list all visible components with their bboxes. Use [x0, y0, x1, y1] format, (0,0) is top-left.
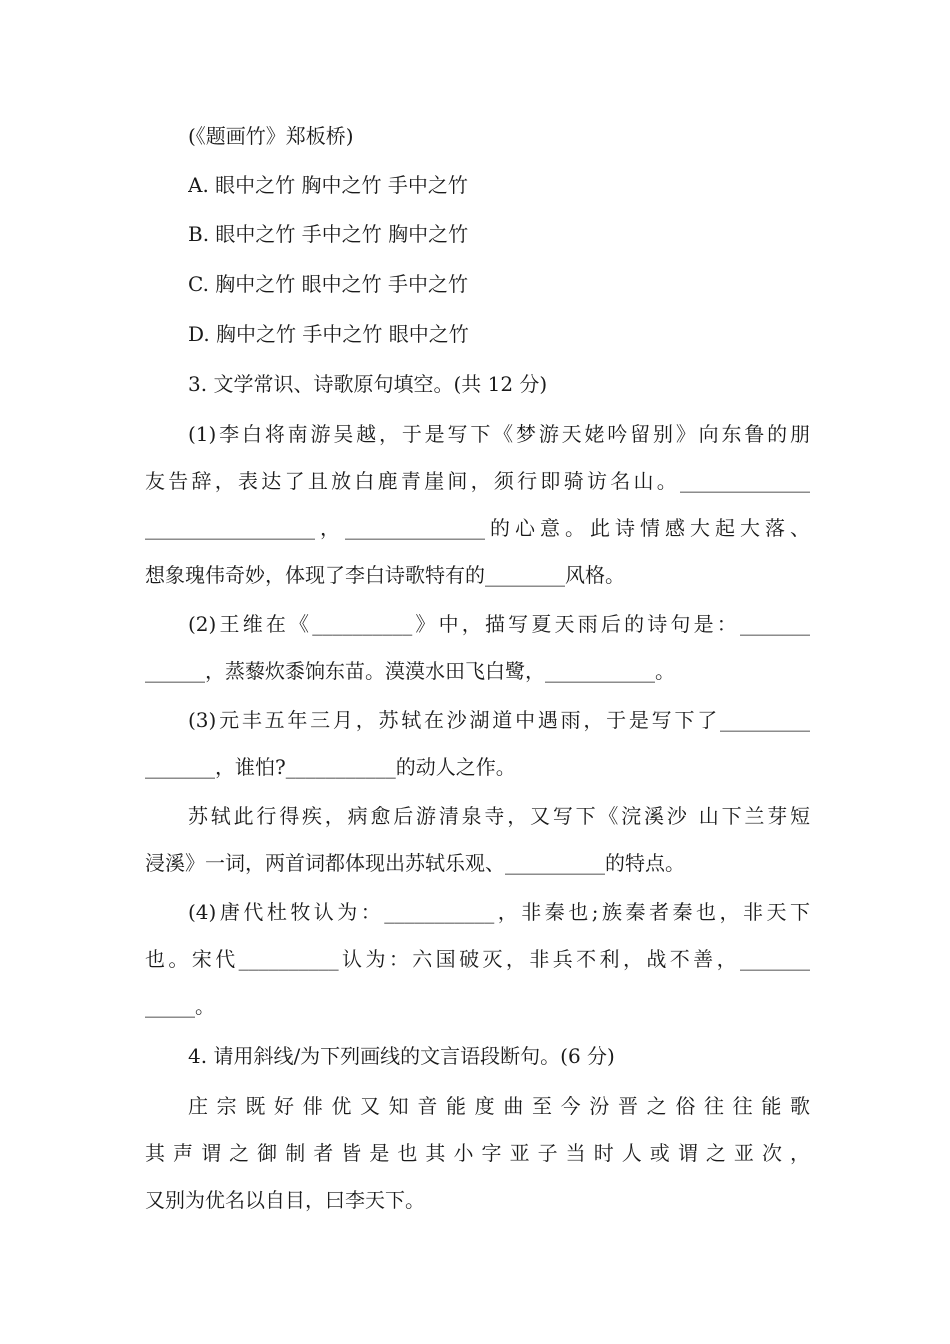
- q3-2-line-1: (2)王维在《__________》中，描写夏天雨后的诗句是：_______: [188, 612, 810, 636]
- q3-1-line-3: _________________，______________的心意。此诗情感大起大落、: [145, 516, 810, 540]
- q3-3-line-1: (3)元丰五年三月，苏轼在沙湖道中遇雨，于是写下了_________: [188, 708, 810, 732]
- option-c: C. 胸中之竹 眼中之竹 手中之竹: [188, 272, 469, 296]
- q3-1-line-1: (1)李白将南游吴越，于是写下《梦游天姥吟留别》向东鲁的朋: [188, 422, 810, 446]
- q3-4-line-2: 也。宋代__________认为：六国破灭，非兵不利，战不善，_______: [145, 947, 810, 971]
- option-b: B. 眼中之竹 手中之竹 胸中之竹: [188, 222, 469, 246]
- question-3-heading: 3. 文学常识、诗歌原句填空。(共 12 分): [188, 372, 548, 396]
- q4-text-line-3: 又别为优名以自目，曰李天下。: [145, 1188, 425, 1212]
- q3-3-cont-line-1: 苏轼此行得疾，病愈后游清泉寺，又写下《浣溪沙 山下兰芽短: [188, 804, 810, 828]
- q3-2-line-2: ______，蒸藜炊黍饷东苗。漠漠水田飞白鹭，___________。: [145, 659, 675, 683]
- q3-1-line-4: 想象瑰伟奇妙，体现了李白诗歌特有的________风格。: [145, 563, 625, 587]
- q3-3-cont-line-2: 浸溪》一词，两首词都体现出苏轼乐观、__________的特点。: [145, 851, 685, 875]
- option-d: D. 胸中之竹 手中之竹 眼中之竹: [188, 322, 469, 346]
- q3-1-line-2: 友告辞，表达了且放白鹿青崖间，须行即骑访名山。_____________: [145, 469, 810, 493]
- source-line: (《题画竹》郑板桥): [188, 124, 354, 148]
- q4-text-line-2: 其声谓之御制者皆是也其小字亚子当时人或谓之亚次，: [145, 1141, 810, 1165]
- q3-4-line-3: _____。: [145, 994, 215, 1018]
- q4-text-line-1: 庄宗既好俳优又知音能度曲至今汾晋之俗往往能歌: [188, 1094, 810, 1118]
- q3-4-line-1: (4)唐代杜牧认为：___________，非秦也;族秦者秦也，非天下: [188, 900, 810, 924]
- option-a: A. 眼中之竹 胸中之竹 手中之竹: [188, 173, 468, 197]
- q3-3-line-2: _______，谁怕?___________的动人之作。: [145, 755, 516, 779]
- question-4-heading: 4. 请用斜线/为下列画线的文言语段断句。(6 分): [188, 1044, 615, 1068]
